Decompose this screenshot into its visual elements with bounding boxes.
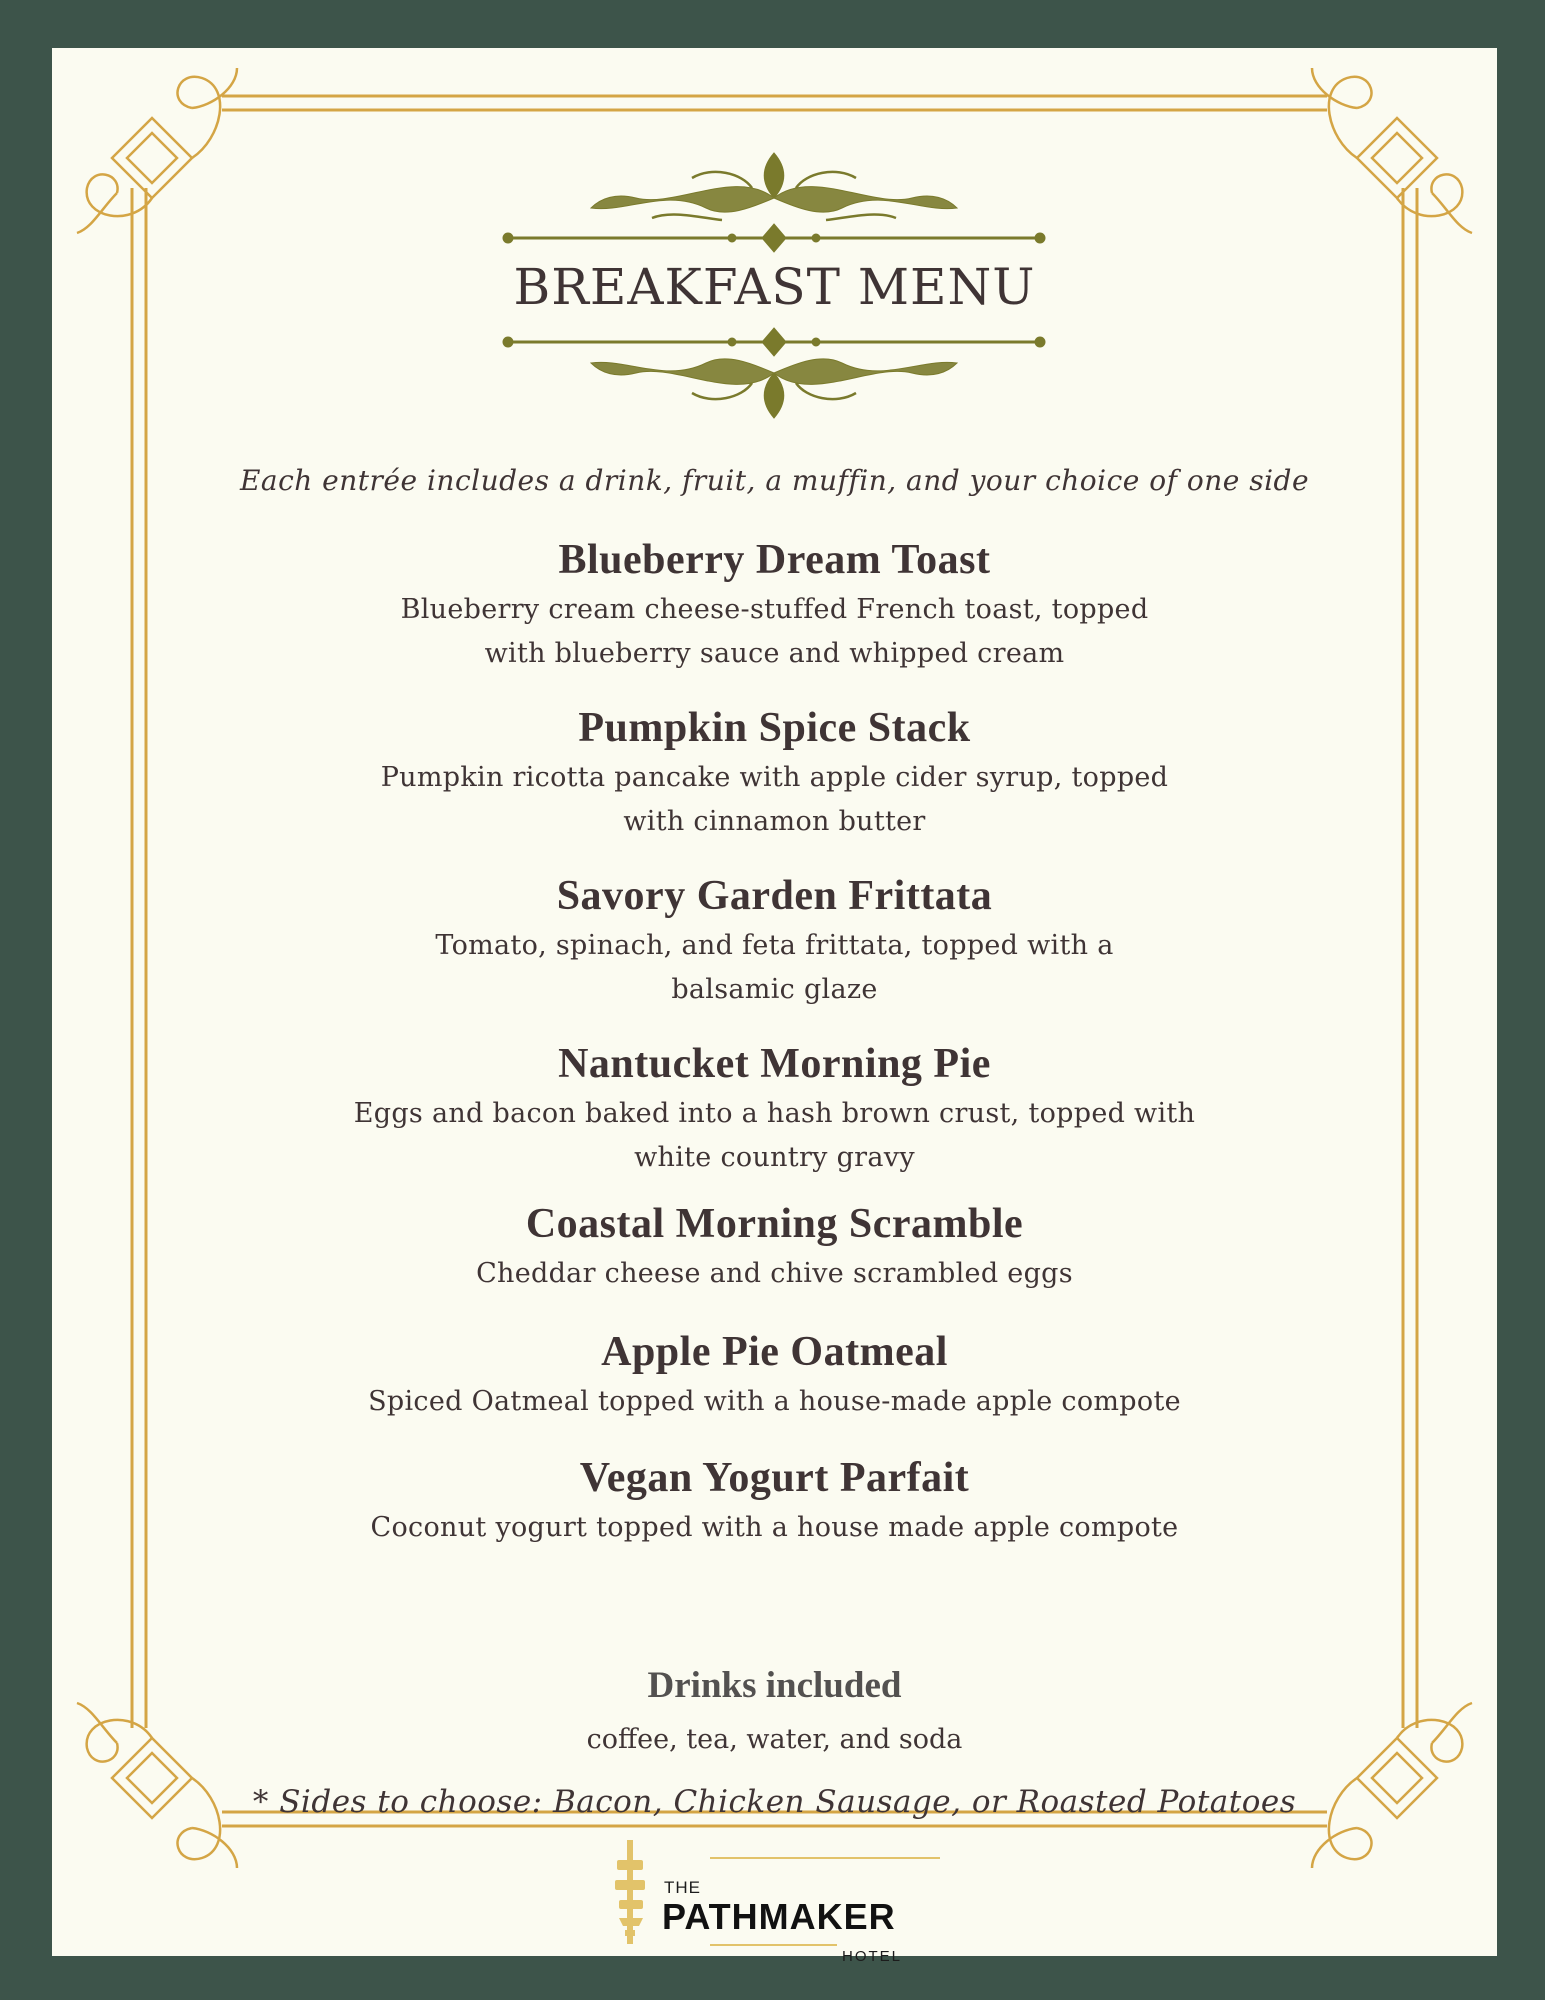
corner-ornament-top-right [1312,68,1472,233]
menu-item-description: Cheddar cheese and chive scrambled eggs [476,1258,1073,1289]
flourish-bottom-ornament [503,328,1045,418]
menu-item-description: Coconut yogurt topped with a house made apple compote [370,1512,1179,1543]
menu-item-description: Pumpkin ricotta pancake with apple cider syrup, topped [380,762,1169,793]
menu-item-description: Tomato, spinach, and feta frittata, topped with a [435,930,1114,961]
menu-item-description: balsamic glaze [671,974,878,1005]
menu-item [52,1040,1497,1180]
menu-item-name: Coastal Morning Scramble [525,1201,1024,1247]
drinks-list: coffee, tea, water, and soda [586,1724,963,1755]
menu-item-name: Vegan Yogurt Parfait [579,1455,970,1501]
menu-item [52,1200,1497,1296]
menu-item-description: with blueberry sauce and whipped cream [484,638,1065,669]
menu-page [52,48,1497,1965]
corner-ornament-top-left [77,68,237,233]
flourish-top-ornament [503,153,1045,252]
menu-item-name: Savory Garden Frittata [556,873,993,919]
menu-item-description: white country gravy [634,1142,915,1173]
menu-item-name: Nantucket Morning Pie [558,1041,991,1087]
page-title: BREAKFAST MENU [513,258,1036,316]
logo-text-hotel: HOTEL [842,1948,903,1965]
menu-item-description: Spiced Oatmeal topped with a house-made apple compote [368,1386,1181,1417]
logo-text-the: THE [664,1878,701,1897]
drinks-heading: Drinks included [647,1665,902,1706]
menu-item [52,536,1497,676]
menu-item [52,1328,1497,1424]
menu-item [52,1454,1497,1550]
menu-tagline: Each entrée includes a drink, fruit, a muffin, and your choice of one side [239,464,1310,497]
menu-item [52,704,1497,844]
menu-item [52,872,1497,1012]
sides-note: * Sides to choose: Bacon, Chicken Sausage, or Roasted Potatoes [252,1784,1297,1820]
menu-item-name: Apple Pie Oatmeal [601,1329,948,1375]
menu-item-description: with cinnamon butter [623,806,926,837]
menu-item-description: Eggs and bacon baked into a hash brown crust, topped with [353,1098,1196,1129]
menu-item-description: Blueberry cream cheese-stuffed French toast, topped [400,594,1149,625]
menu-item-name: Pumpkin Spice Stack [578,705,971,751]
logo-text-name: PATHMAKER [662,1896,896,1937]
menu-item-name: Blueberry Dream Toast [558,537,991,583]
